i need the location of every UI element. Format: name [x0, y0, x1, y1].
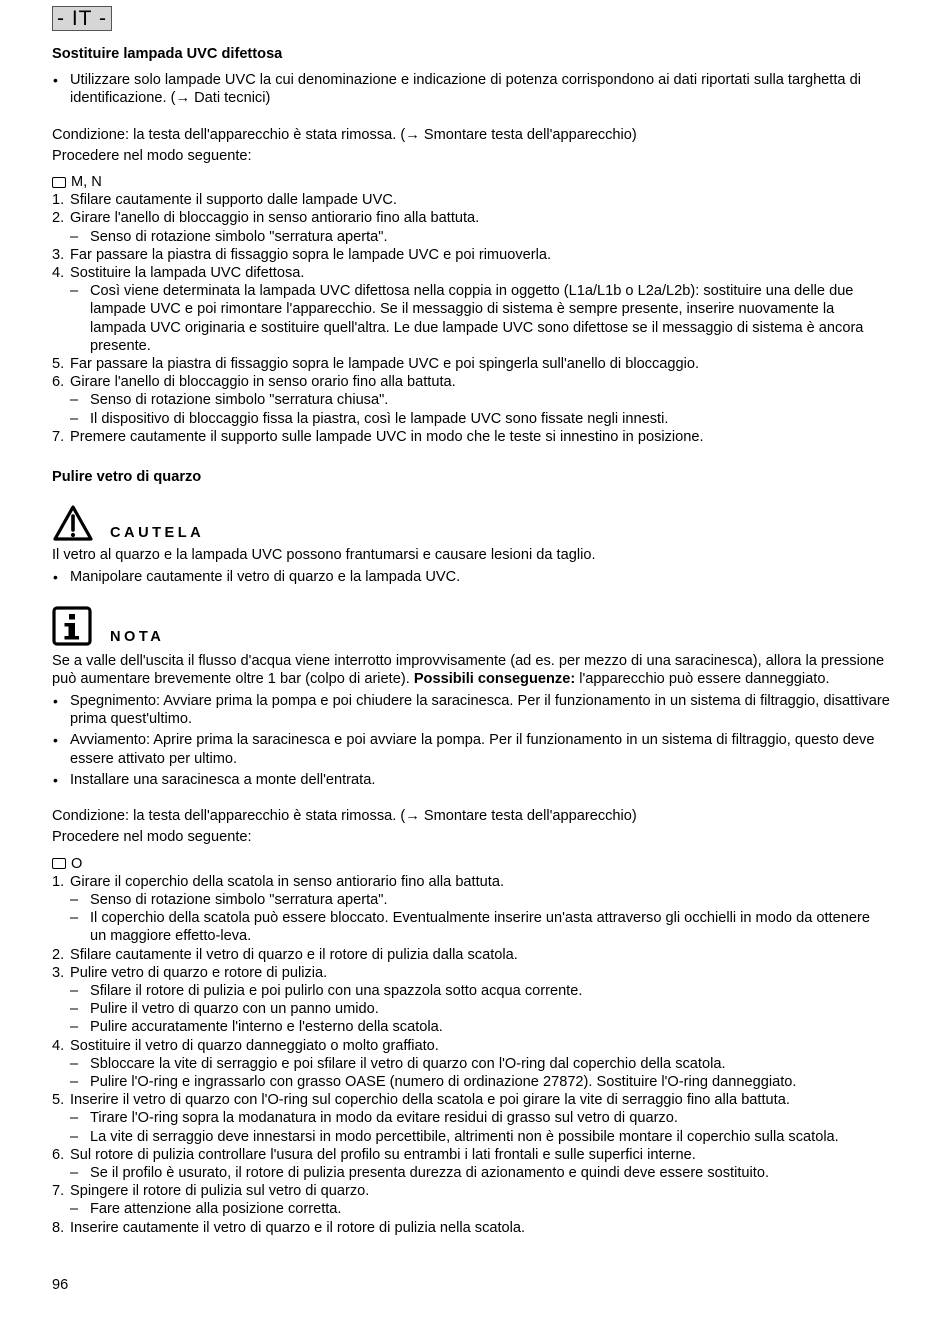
note-bullets: [52, 692, 890, 789]
step-number: 5.: [52, 356, 65, 373]
sub-step-item: – Senso di rotazione simbolo "serratura chiusa".: [70, 391, 890, 409]
figure-box-icon: [52, 177, 66, 188]
step-item: [52, 264, 890, 355]
sub-step-list: [70, 1200, 890, 1218]
step-text: Inserire cautamente il vetro di quarzo e il rotore di pulizia nella scatola.: [70, 1219, 526, 1236]
procedure-text: Procedere nel modo seguente:: [52, 829, 252, 846]
sub-step-item: – Pulire l'O-ring e ingrassarlo con grasso OASE (numero di ordinazione 27872). Sostituire l'O-ring danneggiato.: [70, 1073, 890, 1091]
step-text: Premere cautamente il supporto sulle lampade UVC in modo che le teste si innestino in posizione.: [70, 428, 704, 445]
condition-text: Condizione: la testa dell'apparecchio è stata rimossa. (→ Smontare testa dell'apparecchio): [52, 808, 637, 825]
sub-step-list: [70, 391, 890, 427]
step-text: Girare il coperchio della scatola in senso antiorario fino alla battuta.: [70, 873, 505, 890]
step-text: Girare l'anello di bloccaggio in senso antiorario fino alla battuta.: [70, 210, 480, 227]
step-item: [52, 373, 890, 428]
caution-header: [52, 502, 890, 542]
step-number: 6.: [52, 1146, 65, 1163]
step-text: Sostituire il vetro di quarzo danneggiato o molto graffiato.: [70, 1037, 439, 1054]
sub-step-item: – Se il profilo è usurato, il rotore di pulizia presenta durezza di azionamento e quindi deve essere sostituito.: [70, 1164, 890, 1182]
step-text: Inserire il vetro di quarzo con l'O-ring sul coperchio della scatola e poi girare la vite di serraggio fino alla battuta.: [70, 1092, 790, 1109]
step-text: Sfilare cautamente il vetro di quarzo e il rotore di pulizia dalla scatola.: [70, 946, 518, 963]
step-number: 8.: [52, 1219, 65, 1236]
list-item: • Utilizzare solo lampade UVC la cui denominazione e indicazione di potenza corrispondono ai dati riportati sulla targhetta di identificazione. (→ Dati tecnici): [52, 71, 890, 107]
list-item: • Installare una saracinesca a monte dell'entrata.: [52, 771, 890, 789]
figure-reference: [52, 173, 890, 191]
step-number: 2.: [52, 210, 65, 227]
replace-lamp-bullets: [52, 71, 890, 107]
language-tag: - IT -: [52, 6, 112, 31]
step-item: [52, 209, 890, 245]
list-item: • Manipolare cautamente il vetro di quarzo e la lampada UVC.: [52, 568, 890, 586]
sub-step-item: – Fare attenzione alla posizione corretta.: [70, 1200, 890, 1218]
sub-step-list: [70, 282, 890, 355]
step-item: [52, 964, 890, 1037]
step-item: [52, 1146, 890, 1182]
step-number: 3.: [52, 964, 65, 981]
sub-step-item: – Sbloccare la vite di serraggio e poi sfilare il vetro di quarzo con l'O-ring dal coperchio della scatola.: [70, 1055, 890, 1073]
step-text: Sfilare cautamente il supporto dalle lampade UVC.: [70, 192, 397, 209]
step-item: [52, 246, 890, 264]
step-number: 7.: [52, 1183, 65, 1200]
step-item: [52, 428, 890, 446]
step-item: [52, 946, 890, 964]
note-text: [52, 652, 890, 688]
step-text: Sostituire la lampada UVC difettosa.: [70, 265, 305, 282]
figure-reference-label: M, N: [71, 174, 102, 191]
note-label: NOTA: [110, 628, 165, 645]
figure-box-icon: [52, 858, 66, 869]
step-text: Spingere il rotore di pulizia sul vetro di quarzo.: [70, 1183, 370, 1200]
sub-step-item: – Sfilare il rotore di pulizia e poi pulirlo con una spazzola sotto acqua corrente.: [70, 982, 890, 1000]
list-item: • Avviamento: Aprire prima la saracinesca e poi avviare la pompa. Per il funzionamento in un sistema di filtraggio, questo deve essere attivato per ultimo.: [52, 731, 890, 767]
step-number: 5.: [52, 1092, 65, 1109]
step-number: 4.: [52, 265, 65, 282]
condition-text: Condizione: la testa dell'apparecchio è stata rimossa. (→ Smontare testa dell'apparecchio): [52, 126, 637, 143]
sub-step-item: – Pulire accuratamente l'interno e l'esterno della scatola.: [70, 1018, 890, 1036]
note-text-start: Se a valle dell'uscita il flusso d'acqua viene interrotto improvvisamente (ad es. per mezzo di una saracinesca), allora la pressione può aumentare brevemente oltre 1 bar (colpo di ariete).: [52, 652, 885, 687]
step-item: [52, 191, 890, 209]
sub-step-list: [70, 982, 890, 1037]
caution-label: CAUTELA: [110, 525, 205, 542]
step-number: 7.: [52, 428, 65, 445]
step-number: 1.: [52, 873, 65, 890]
sub-step-item: – Il dispositivo di bloccaggio fissa la piastra, così le lampade UVC sono fissate negli innesti.: [70, 410, 890, 428]
clean-quartz-steps: [52, 873, 890, 1237]
note-header: [52, 602, 890, 646]
step-text: Far passare la piastra di fissaggio sopra le lampade UVC e poi rimuoverla.: [70, 246, 552, 263]
step-item: [52, 873, 890, 946]
step-number: 6.: [52, 374, 65, 391]
list-item: • Spegnimento: Avviare prima la pompa e poi chiudere la saracinesca. Per il funzionamento in un sistema di filtraggio, disattivare prima quest'ultimo.: [52, 692, 890, 728]
step-item: [52, 1037, 890, 1092]
info-box-icon: [52, 606, 92, 646]
note-text-end: l'apparecchio può essere danneggiato.: [575, 670, 830, 687]
sub-step-item: – Il coperchio della scatola può essere bloccato. Eventualmente inserire un'asta attraverso gli occhielli in modo da ottenere un maggiore effetto-leva.: [70, 909, 890, 945]
sub-step-list: [70, 1055, 890, 1091]
sub-step-item: – Senso di rotazione simbolo "serratura aperta".: [70, 891, 890, 909]
section-title-replace-lamp: Sostituire lampada UVC difettosa: [52, 46, 283, 62]
step-item: [52, 1182, 890, 1218]
step-text: Pulire vetro di quarzo e rotore di pulizia.: [70, 964, 328, 981]
step-number: 3.: [52, 246, 65, 263]
caution-bullets: [52, 568, 890, 586]
step-item: [52, 355, 890, 373]
step-item: [52, 1219, 890, 1237]
note-text-bold: Possibili conseguenze:: [413, 670, 576, 687]
step-text: Girare l'anello di bloccaggio in senso orario fino alla battuta.: [70, 374, 456, 391]
replace-lamp-steps: [52, 191, 890, 446]
sub-step-list: [70, 228, 890, 246]
step-text: Far passare la piastra di fissaggio sopra le lampade UVC e poi spingerla sull'anello di bloccaggio.: [70, 356, 700, 373]
sub-step-list: [70, 1109, 890, 1145]
step-text: Sul rotore di pulizia controllare l'usura del profilo su entrambi i lati frontali e sulle superfici interne.: [70, 1146, 696, 1163]
page-number: 96: [52, 1277, 69, 1293]
sub-step-list: [70, 1164, 890, 1182]
sub-step-item: – Così viene determinata la lampada UVC difettosa nella coppia in oggetto (L1a/L1b o L2a/L2b): sostituire una delle due lampade UVC e poi rimontare l'apparecchio. Se il messaggio di sistema è sempre presente, inserire nuovamente la lampada UVC originaria e sostituire quell'altra. Le due lampade UVC sono difettose se il messaggio di sistema è ancora presente.: [70, 282, 890, 355]
caution-text: Il vetro al quarzo e la lampada UVC possono frantumarsi e causare lesioni da taglio.: [52, 547, 596, 564]
warning-triangle-icon: [52, 504, 94, 542]
step-number: 1.: [52, 192, 65, 209]
figure-reference-label: O: [71, 855, 83, 872]
section-title-clean-quartz: Pulire vetro di quarzo: [52, 469, 202, 486]
step-number: 2.: [52, 946, 65, 963]
sub-step-list: [70, 891, 890, 946]
sub-step-item: – Tirare l'O-ring sopra la modanatura in modo da evitare residui di grasso sul vetro di quarzo.: [70, 1109, 890, 1127]
figure-reference: [52, 855, 890, 873]
procedure-text: Procedere nel modo seguente:: [52, 147, 252, 164]
step-item: [52, 1091, 890, 1146]
sub-step-item: – Pulire il vetro di quarzo con un panno umido.: [70, 1000, 890, 1018]
document-body: [52, 45, 890, 1237]
sub-step-item: – Senso di rotazione simbolo "serratura aperta".: [70, 228, 890, 246]
sub-step-item: – La vite di serraggio deve innestarsi in modo percettibile, altrimenti non è possibile montare il coperchio sulla scatola.: [70, 1128, 890, 1146]
step-number: 4.: [52, 1037, 65, 1054]
